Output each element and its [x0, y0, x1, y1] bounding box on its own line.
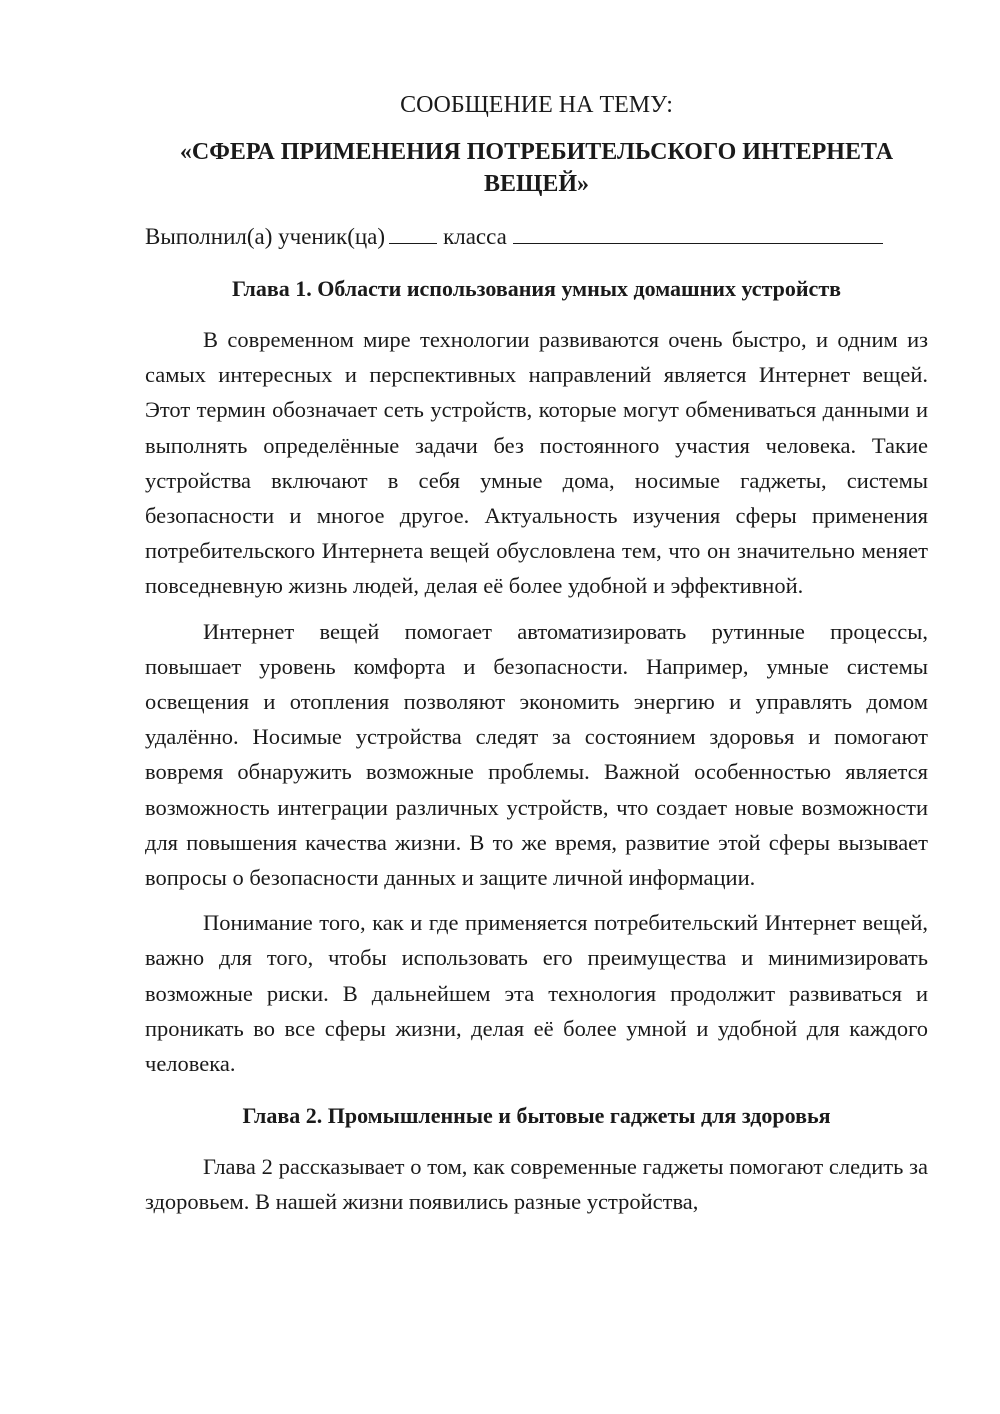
author-line — [145, 220, 928, 254]
document-page — [145, 88, 928, 1230]
document-title-line-2: ВЕЩЕЙ» — [483, 171, 590, 197]
class-label: класса — [443, 224, 507, 249]
chapter-2-heading: Глава 2. Промышленные и бытовые гаджеты для здоровья — [242, 1103, 831, 1129]
document-title — [145, 136, 928, 200]
chapter-2-paragraph-1: Глава 2 рассказывает о том, как современные гаджеты помогают следить за здоровьем. В нашей жизни появились разные устройства, — [145, 1154, 928, 1215]
chapter-1-paragraph-2: Интернет вещей помогает автоматизировать рутинные процессы, повышает уровень комфорта и безопасности. Например, умные системы освещения и отопления позволяют экономить энергию и управлять домом удалённо. Носимые устройства следят за состоянием здоровья и помогают вовремя обнаружить возможные проблемы. Важной особенностью является возможность интеграции различных устройств, что создает новые возможности для повышения качества жизни. В то же время, развитие этой сферы вызывает вопросы о безопасности данных и защите личной информации. — [145, 618, 928, 891]
chapter-1-paragraph-1: В современном мире технологии развиваются очень быстро, и одним из самых интересных и перспективных направлений является Интернет вещей. Этот термин обозначает сеть устройств, которые могут обмениваться данными и выполнять определённые задачи без постоянного участия человека. Такие устройства включают в себя умные дома, носимые гаджеты, системы безопасности и многое другое. Актуальность изучения сферы применения потребительского Интернета вещей обусловлена тем, что он значительно меняет повседневную жизнь людей, делая её более удобной и эффективной. — [145, 327, 928, 599]
performed-by-label: Выполнил(а) ученик(ца) — [145, 224, 386, 249]
document-title-line-1: «СФЕРА ПРИМЕНЕНИЯ ПОТРЕБИТЕЛЬСКОГО ИНТЕРНЕТА — [179, 139, 894, 165]
chapter-1-heading: Глава 1. Области использования умных домашних устройств — [231, 276, 842, 301]
chapter-1-paragraph-3: Понимание того, как и где применяется потребительский Интернет вещей, важно для того, чтобы использовать его преимущества и минимизировать возможные риски. В дальнейшем эта технология продолжит развиваться и проникать во все сферы жизни, делая её более умной и удобной для каждого человека. — [145, 910, 928, 1077]
document-subtitle: СООБЩЕНИЕ НА ТЕМУ: — [400, 92, 673, 118]
grade-blank-field[interactable] — [389, 223, 437, 244]
class-name-blank-field[interactable] — [513, 223, 883, 244]
